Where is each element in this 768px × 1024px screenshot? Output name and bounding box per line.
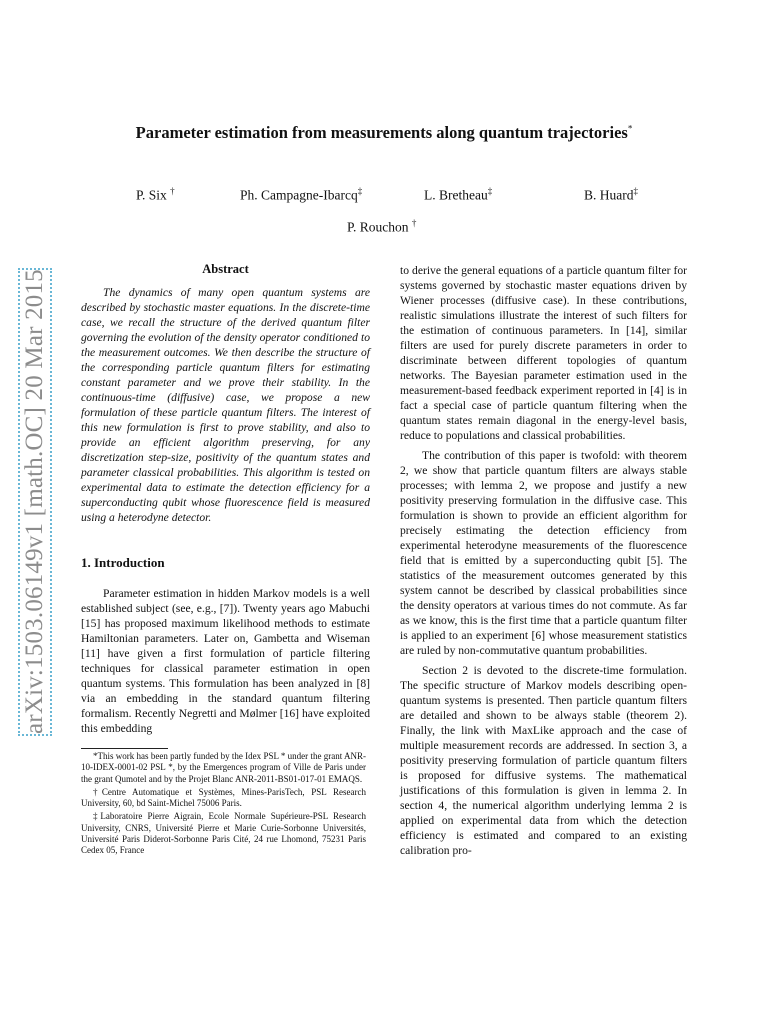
footnote-affiliation-cas: †Centre Automatique et Systèmes, Mines-ParisTech, PSL Research University, 60, bd Saint-Michel 75006 Paris. — [81, 786, 366, 809]
affiliation-mark: ‡ — [357, 186, 363, 196]
introduction-paragraph: Parameter estimation in hidden Markov models is a well established subject (see, e.g., [7]). Twenty years ago Mabuchi [15] has proposed maximum likelihood methods to estimate Hamiltonian parameters. Later on, Gambetta and Wiseman [11] have given a first formulation of particle filtering techniques for classical parameter estimation in open quantum systems. This formulation has been analyzed in [8] via an embedding in the standard quantum filtering formalism. Recently Negretti and Mølmer [16] have exploited this embedding — [81, 587, 370, 735]
body-paragraph: to derive the general equations of a particle quantum filter for systems governed by stochastic master equations driven by Wiener processes (diffusive case). In these contributions, realistic simulations illustrate the interest of such filters for the estimation of continuous parameters. In [14], similar filters are used for purely discrete parameters in order to discriminate between different topologies of quantum networks. The Bayesian parameter estimation used in the measurement-based feedback experiment reported in [4] is in fact a special case of particle quantum filtering when the quantum states remain diagonal in the energy-level basis, reduce to populations and classical probabilities. — [400, 264, 687, 442]
abstract-heading: Abstract — [202, 262, 249, 276]
author-name: B. Huard — [584, 187, 634, 203]
title-footnote-mark: * — [627, 123, 633, 134]
paper-title-text: Parameter estimation from measurements along quantum trajectories — [135, 123, 628, 142]
abstract-text: The dynamics of many open quantum systems are described by stochastic master equations. In the discrete-time case, we recall the structure of the derived quantum filter governing the evolution of the density operator conditioned to the measurement outcomes. We then describe the structure of the corresponding particle quantum filters for estimating constant parameter and we prove their stability. In the continuous-time (diffusive) case, we propose a new formulation of these particle quantum filters. The interest of this new formulation is first to prove stability, and also to provide an efficient algorithm preserving, for any discretization step-size, positivity of the quantum states and parameter classical probabilities. This algorithm is tested on experimental data to estimate the detection efficiency for a superconducting qubit whose fluorescence field is measured using a heterodyne detector. — [81, 286, 370, 524]
author-campagne-ibarcq — [240, 186, 362, 204]
author-bretheau — [424, 186, 492, 204]
arxiv-identifier-stamp: arXiv:1503.06149v1 [math.OC] 20 Mar 2015 — [18, 268, 52, 736]
introduction-heading: 1. Introduction — [81, 555, 165, 570]
paper-title — [0, 123, 768, 143]
affiliation-mark: † — [170, 186, 175, 196]
footnote-rule — [81, 748, 168, 749]
body-paragraph: The contribution of this paper is twofold: with theorem 2, we show that particle quantum filters are always stable processes; with lemma 2, we propose and justify a new positivity preserving formulation in the diffusive case. This formulation is shown to provide an efficient algorithm for precisely estimating the detection efficiency from experimental heterodyne measurements of the fluorescence field that is emitted by a superconducting qubit [5]. The statistics of the measurement outcomes generated by this system cannot be described by classical probabilities since the density operators at various times do not commute. As far as we know, this is the first time that a particle quantum filter is applied to an experiment [6] whose measurement statistics are ruled by non-commutative quantum probabilities. — [400, 449, 687, 657]
author-rouchon — [347, 218, 416, 236]
body-paragraph: Section 2 is devoted to the discrete-time formulation. The specific structure of Markov models describing open-quantum systems is presented. Then particle quantum filters are detailed and shown to be always stable (theorem 2). Finally, the link with MaxLike approach and the case of multiple measurement records are addressed. In section 3, a positivity preserving formulation of particle quantum filters is proposed for diffusive systems. The mathematical justifications of this formulation is given in lemma 2. In section 4, the numerical algorithm underlying lemma 2 is applied on experimental data from which the detection efficiency is estimated and compared to an existing calibration pro- — [400, 664, 687, 857]
author-huard — [584, 186, 638, 204]
affiliation-mark: ‡ — [633, 186, 638, 196]
author-six — [136, 186, 175, 204]
footnote-affiliation-lpa: ‡Laboratoire Pierre Aigrain, Ecole Normale Supérieure-PSL Research University, CNRS, Université Pierre et Marie Curie-Sorbonne Universités, Université Paris Diderot-Sorbonne Paris Cité, 24 rue Lhomond, 75231 Paris Cedex 05, France — [81, 811, 366, 856]
right-column — [400, 263, 687, 858]
affiliation-mark: † — [411, 218, 417, 228]
author-name: Ph. Campagne-Ibarcq — [240, 187, 358, 203]
affiliation-mark: ‡ — [487, 186, 493, 196]
footnotes — [81, 751, 366, 859]
author-name: L. Bretheau — [424, 187, 488, 203]
footnote-funding: *This work has been partly funded by the Idex PSL * under the grant ANR-10-IDEX-0001-02 PSL *, by the Emergences program of Ville de Paris under the grant Qumotel and by the Projet Blanc ANR-2011-BS01-017-01 EMAQS. — [81, 751, 366, 784]
author-name: P. Six — [136, 187, 167, 203]
left-column — [81, 262, 370, 736]
author-name: P. Rouchon — [347, 219, 409, 235]
